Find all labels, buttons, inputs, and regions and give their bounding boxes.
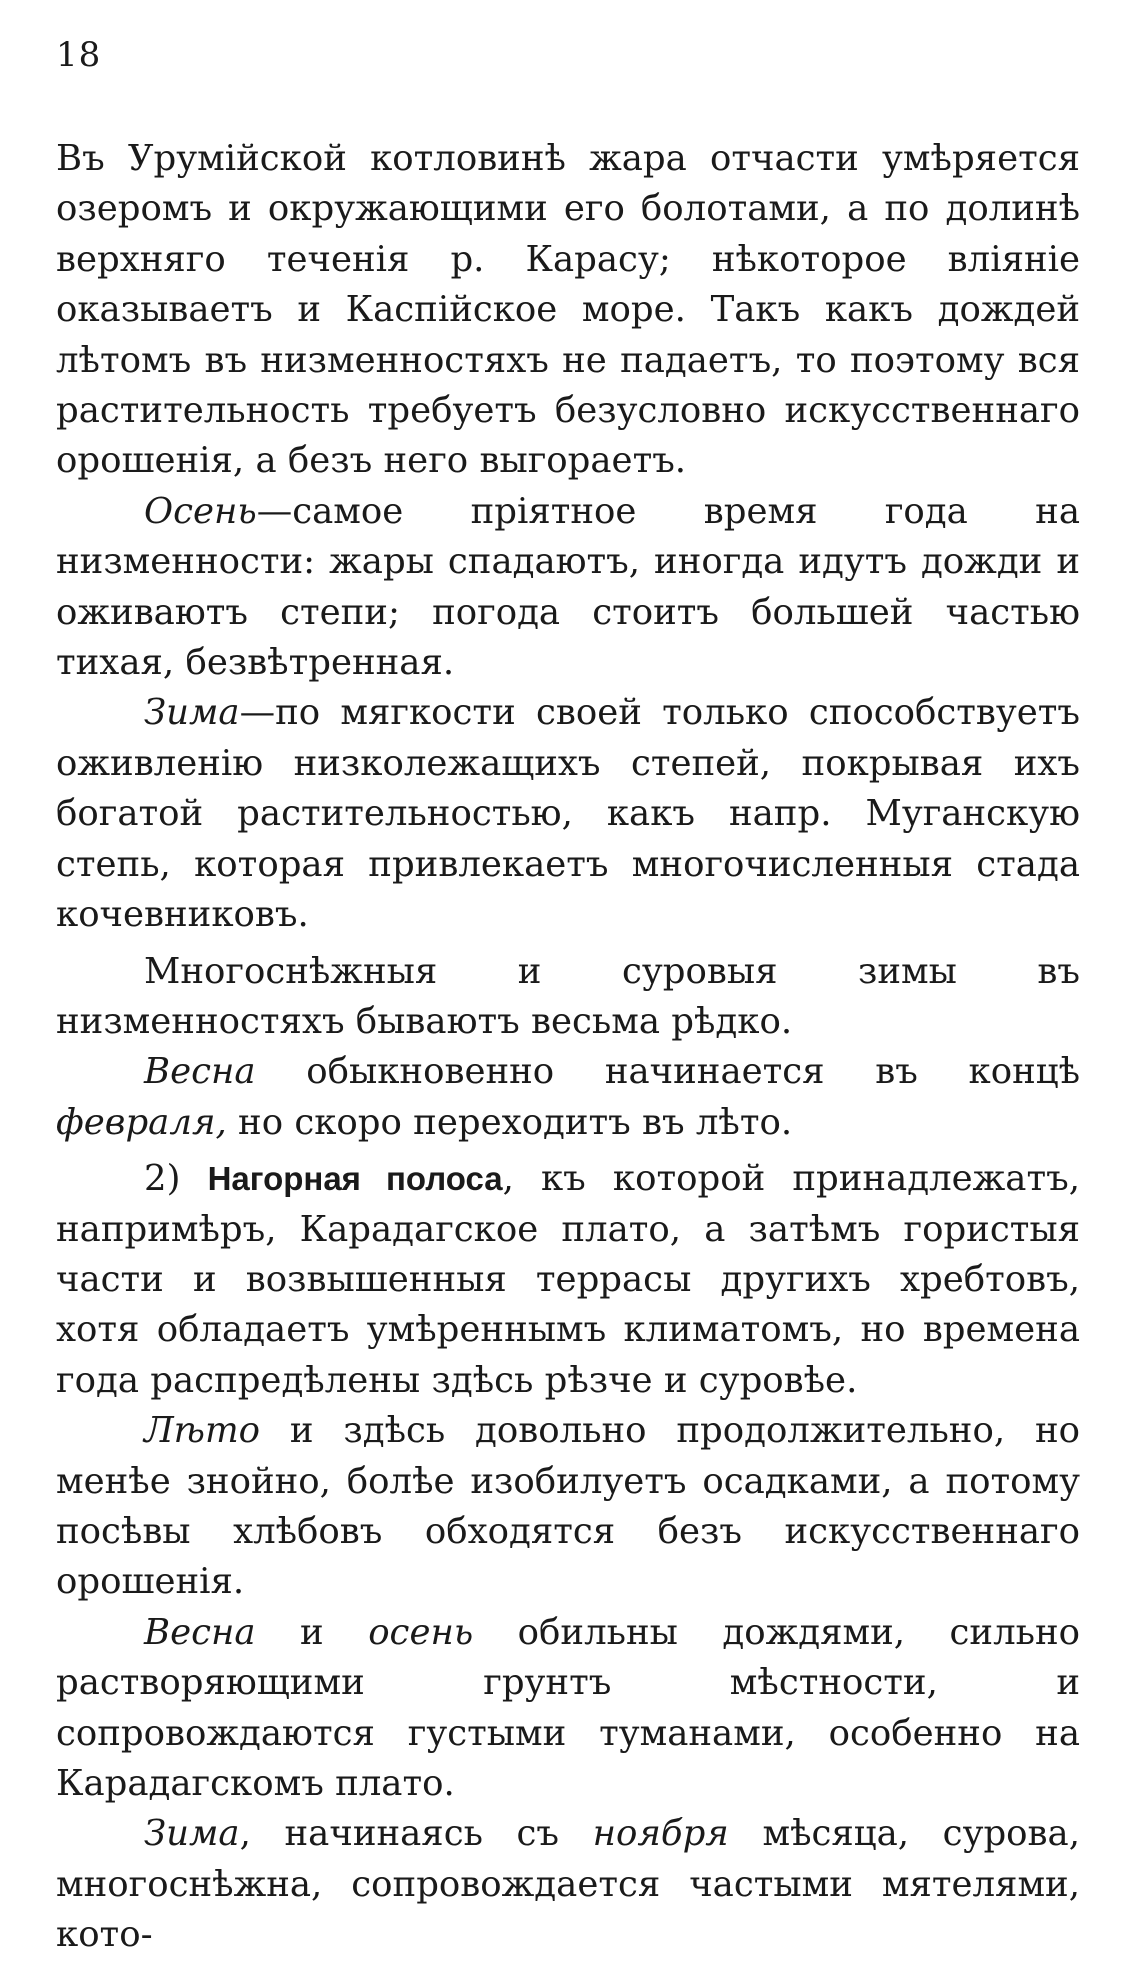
paragraph-text: и здѣсь довольно продолжительно, но менѣе знойно, болѣе изобилуетъ осадками, а потому посѣвы хлѣбовъ обходятся безъ искусственнаго орошенія.	[56, 1410, 1080, 1603]
paragraph-text: —по мягкости своей только способствуетъ оживленію низколежащихъ степей, покрывая ихъ богатой растительностью, какъ напр. Муганскую степь, которая привлекаетъ многочисленныя стада кочевниковъ.	[56, 692, 1080, 936]
term-november: ноября	[592, 1813, 729, 1855]
paragraph-winter-lowland	[56, 688, 1080, 940]
term-autumn: осень	[368, 1611, 474, 1653]
term-spring: Весна	[144, 1611, 256, 1653]
paragraph-autumn-lowland	[56, 487, 1080, 689]
paragraph-text: но скоро переходитъ въ лѣто.	[226, 1101, 793, 1143]
term-winter: Зима	[144, 1813, 240, 1855]
paragraph-mountain-zone	[56, 1154, 1080, 1406]
term-winter: Зима	[144, 692, 240, 734]
paragraph-text: Многоснѣжныя и суровыя зимы въ низменностяхъ бываютъ весьма рѣдко.	[56, 950, 1080, 1042]
paragraph-text: —самое пріятное время года на низменности: жары спадаютъ, иногда идутъ дожди и оживаютъ степи; погода стоитъ большей частью тихая, безвѣтренная.	[56, 490, 1080, 684]
paragraph-urumia-basin	[56, 134, 1080, 487]
paragraph-text: Въ Урумійской котловинѣ жара отчасти умѣряется озеромъ и окружающими его болотами, а по долинѣ верхняго теченія р. Карасу; нѣкоторое вліяніе оказываетъ и Каспійское море. Такъ какъ дождей лѣтомъ въ низменностяхъ не падаетъ, то поэтому вся растительность требуетъ безусловно искусственнаго орошенія, а безъ него выгораетъ.	[56, 138, 1080, 482]
paragraph-text: обыкновенно начинается въ концѣ	[255, 1051, 1080, 1093]
page-body	[56, 134, 1080, 1961]
list-number: 2)	[144, 1158, 208, 1200]
paragraph-text: , начинаясь съ	[239, 1813, 593, 1855]
term-autumn: Осень	[144, 490, 257, 532]
paragraph-snowy-winters	[56, 947, 1080, 1048]
paragraph-winter-mountain	[56, 1809, 1080, 1960]
term-february: февраля,	[56, 1101, 227, 1143]
paragraph-text: и	[255, 1611, 369, 1653]
paragraph-spring-autumn-mountain	[56, 1608, 1080, 1810]
page-number: 18	[56, 35, 102, 75]
paragraph-text: , къ которой принадлежатъ, напримѣръ, Карадагское плато, а затѣмъ гористыя части и возвышенныя террасы другихъ хребтовъ, хотя обладаетъ умѣреннымъ климатомъ, но времена года распредѣлены здѣсь рѣзче и суровѣе.	[56, 1158, 1080, 1401]
heading-mountain-zone: Нагорная полоса	[207, 1160, 503, 1198]
paragraph-text: обильны дождями, сильно растворяющими грунтъ мѣстности, и сопровождаются густыми туманами, особенно на Карадагскомъ плато.	[56, 1611, 1081, 1804]
paragraph-summer-mountain	[56, 1406, 1080, 1608]
term-spring: Весна	[144, 1051, 256, 1093]
term-summer: Лѣто	[144, 1410, 260, 1452]
paragraph-spring-lowland	[56, 1047, 1080, 1148]
paragraph-text: мѣсяца, сурова, многоснѣжна, сопровождается частыми мятелями, кото-	[56, 1813, 1080, 1956]
